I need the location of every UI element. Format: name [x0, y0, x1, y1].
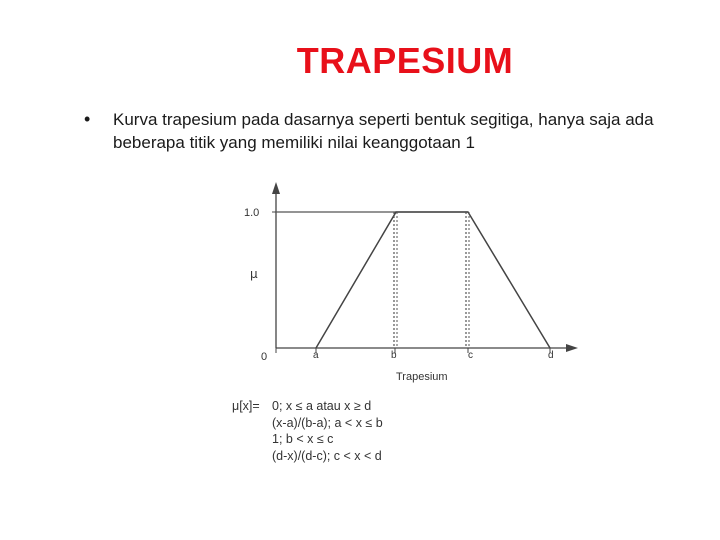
x-label-b: b	[391, 350, 397, 361]
x-axis-arrowhead	[566, 344, 578, 352]
x-label-a: a	[313, 350, 319, 361]
trapezoid-curve	[316, 212, 550, 348]
slide-title: TRAPESIUM	[296, 40, 514, 81]
trapezoid-membership-diagram	[228, 178, 588, 388]
formula-case: 0; x ≤ a atau x ≥ d	[272, 399, 372, 413]
formula-case: (x-a)/(b-a); a < x ≤ b	[272, 415, 383, 430]
formula-case: 1; b < x ≤ c	[272, 432, 334, 446]
formula-lhs: μ[x]=	[232, 399, 260, 413]
x-label-d: d	[548, 350, 554, 361]
x-label-c: c	[468, 350, 473, 361]
formula-cases	[272, 398, 383, 464]
origin-label: 0	[261, 351, 268, 363]
y-top-label: 1.0	[244, 207, 260, 219]
bullet-text: Kurva trapesium pada dasarnya seperti bentuk segitiga, hanya saja ada beberapa titik yang memiliki nilai keanggotaan 1	[113, 110, 654, 152]
y-axis-arrowhead	[272, 182, 280, 194]
formula-case: (d-x)/(d-c); c < x < d	[272, 448, 382, 463]
bullet-symbol: •	[84, 109, 91, 129]
y-axis-label: μ	[250, 267, 258, 281]
diagram-caption: Trapesium	[396, 371, 448, 383]
